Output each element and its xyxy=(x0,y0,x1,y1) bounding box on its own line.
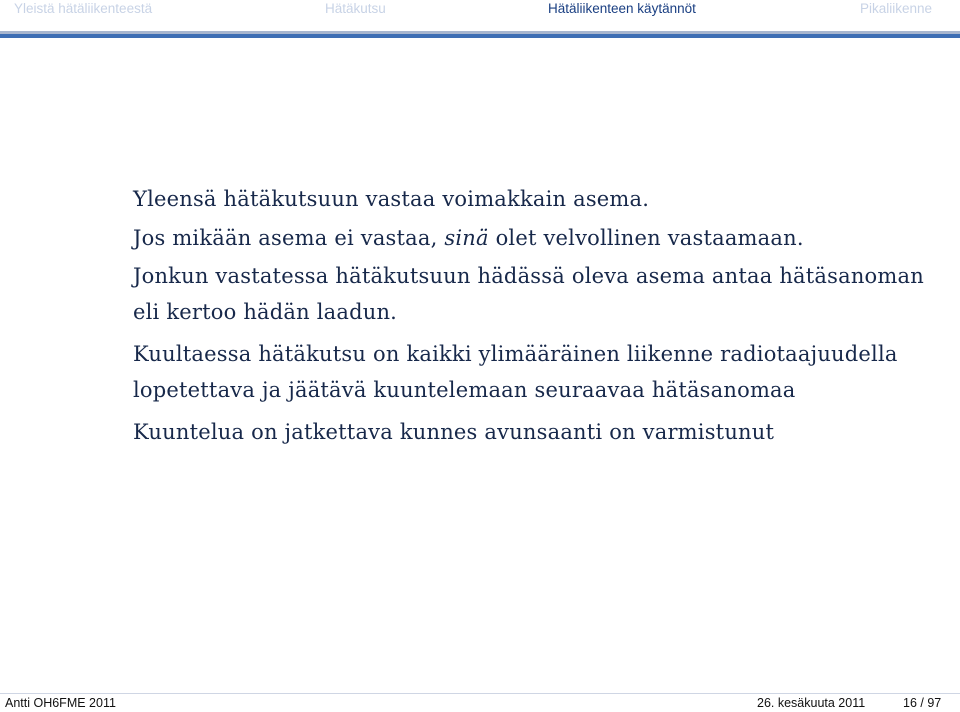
slide-content xyxy=(133,180,933,450)
nav-rule xyxy=(0,34,960,38)
paragraph-2-emphasis: sinä xyxy=(444,226,489,250)
paragraph-1-text: Yleensä hätäkutsuun vastaa voimakkain asema. xyxy=(133,187,650,211)
footer-page-number: 16 / 97 xyxy=(903,696,942,710)
paragraph-4 xyxy=(133,336,933,408)
paragraph-2-text-end: olet velvollinen vastaamaan. xyxy=(488,226,804,250)
nav-item-yleista[interactable]: Yleistä hätäliikenteestä xyxy=(14,1,153,16)
nav-item-kaytannot[interactable]: Hätäliikenteen käytännöt xyxy=(548,1,696,16)
paragraph-2-text-start: Jos mikään asema ei vastaa, xyxy=(133,226,445,250)
paragraph-5-text: Kuuntelua on jatkettava kunnes avunsaanti on varmistunut xyxy=(133,420,775,444)
slide-footer xyxy=(0,693,960,712)
footer-author: Antti OH6FME 2011 xyxy=(5,696,116,710)
nav-item-pikaliikenne[interactable]: Pikaliikenne xyxy=(860,1,933,16)
paragraph-5 xyxy=(133,414,933,450)
paragraph-4-text: Kuultaessa hätäkutsu on kaikki ylimääräinen liikenne radiotaajuudella lopetettava ja jäätävä kuuntelemaan seuraavaa hätäsanomaa xyxy=(133,342,898,402)
footer-date: 26. kesäkuuta 2011 xyxy=(757,696,866,710)
paragraph-1 xyxy=(133,180,933,219)
paragraph-3-text: Jonkun vastatessa hätäkutsuun hädässä oleva asema antaa hätäsanoman eli kertoo hädän laadun. xyxy=(133,264,924,324)
section-navigation xyxy=(0,0,960,32)
paragraph-3 xyxy=(133,258,933,330)
paragraph-2 xyxy=(133,219,933,258)
nav-item-hatakutsu[interactable]: Hätäkutsu xyxy=(325,1,386,16)
